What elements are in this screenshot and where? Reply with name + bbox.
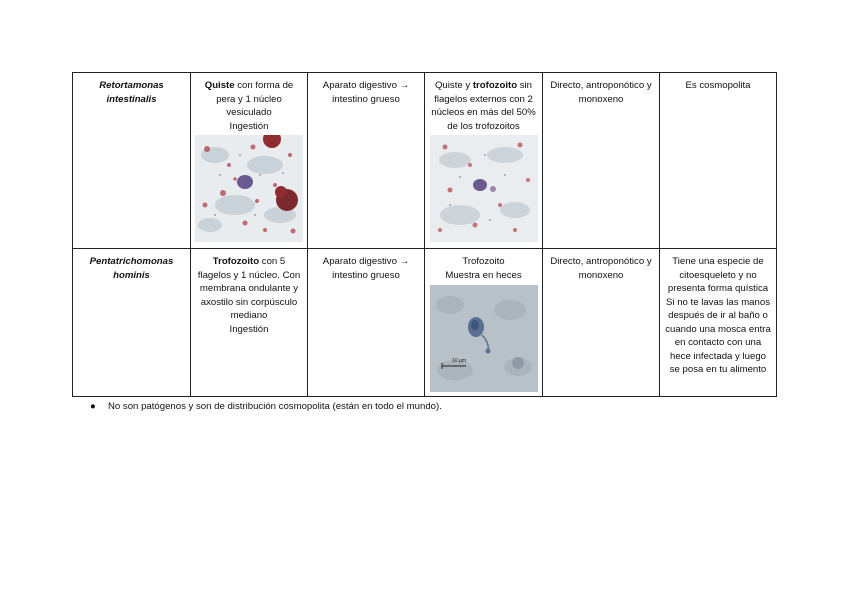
diagnosis-text: Quiste y trofozoito sin flagelos externos con 2 núcleos en más del 50% de los trofozoitos [431, 80, 536, 132]
parasite-table [72, 72, 777, 397]
bullet-icon: ● [90, 401, 96, 412]
morphology-description: con 5 flagelos y 1 núcleo. Con membrana ondulante y axostilo sin corpúsculo mediano [197, 256, 301, 321]
morphology-form: Quiste [204, 80, 235, 91]
trophozoite-micrograph-image [430, 135, 538, 242]
diagnosis-cell [425, 73, 543, 249]
morphology-description: con forma de pera y 1 núcleo vesiculado [216, 80, 294, 118]
notes-cell: Es cosmopolita [660, 73, 777, 249]
footnote-text: No son patógenos y son de distribución cosmopolita (están en todo el mundo). [108, 401, 442, 412]
footnote [90, 401, 442, 413]
trichomonas-micrograph-image [430, 285, 538, 392]
cycle-cell: Directo, antroponótico y monoxeno [543, 73, 660, 249]
morphology-cell [191, 249, 308, 397]
morphology-cell [191, 73, 308, 249]
species-cell [73, 249, 191, 397]
table-row [73, 73, 777, 249]
scale-bar-label: 10 µm [451, 358, 466, 364]
table-row [73, 249, 777, 397]
habitat-cell: Aparato digestivo → intestino grueso [308, 73, 425, 249]
morphology-form: Trofozoito [212, 256, 260, 267]
species-name: Pentatrichomonas hominis [89, 256, 174, 281]
diagnosis-sample: Muestra en heces [445, 269, 522, 281]
species-cell [73, 73, 191, 249]
diagnosis-form: Trofozoito [462, 256, 505, 267]
cycle-cell: Directo, antroponótico y monoxeno [543, 249, 660, 397]
cyst-micrograph-image [195, 135, 303, 242]
diagnosis-cell [425, 249, 543, 397]
notes-cell: Tiene una especie de citoesqueleto y no presenta forma quística Si no te lavas las manos después de ir al baño o cuando una mosca entra en contacto con una hece infectada y luego se posa en tu alimento [660, 249, 777, 397]
habitat-cell: Aparato digestivo → intestino grueso [308, 249, 425, 397]
infection-route: Ingestión [229, 323, 269, 335]
species-name: Retortamonas intestinalis [99, 80, 164, 105]
infection-route: Ingestión [229, 120, 269, 132]
